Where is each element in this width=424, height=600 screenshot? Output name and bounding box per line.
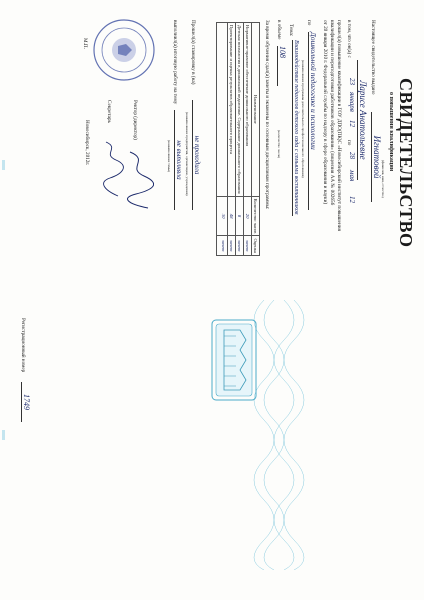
period-to-year: 12: [348, 196, 356, 203]
table-header: Наименование: [251, 23, 259, 197]
internship-caption: (наименование предприятия, организации, учреждения): [185, 112, 189, 196]
exams-intro: За время обучения сдал(а) зачеты и экзамены по основным дисциплинам программы:: [264, 20, 270, 210]
program-caption: (наименование программы дополнительного профессионального образования): [301, 60, 305, 178]
theme-prefix: Тема:: [288, 24, 294, 37]
table-row: [227, 23, 235, 256]
table-cell: 8: [235, 196, 243, 236]
official-seal: [92, 18, 156, 82]
city-year: Новосибирск, 2012г.: [84, 120, 90, 166]
table-header: Оценка: [251, 236, 259, 255]
table-row: [243, 23, 251, 256]
volume-caption: (количество часов): [277, 130, 281, 159]
period-from-day: 23: [348, 78, 356, 85]
internship-value: не проходила: [192, 100, 201, 210]
thesis-caption: (наименование темы): [167, 140, 171, 173]
period-from-year: 12: [348, 120, 356, 127]
table-cell: Нормативно-правовое обеспечение дошкольного образования: [243, 23, 251, 197]
recipient-name: Ларисе Анатольевне: [357, 60, 368, 180]
certificate-subtitle: о повышении квалификации: [388, 92, 394, 172]
certificate-title: СВИДЕТЕЛЬСТВО: [396, 78, 416, 248]
courses-table: [216, 22, 260, 253]
secretary-label: Секретарь: [106, 100, 112, 123]
table-cell: Проектирование и оценка результатов образовательного процесса: [227, 23, 235, 197]
program-name: Дошкольной педагогике и психологии: [308, 32, 318, 210]
period-to-day: 28: [348, 152, 356, 159]
surname-caption: (фамилия, имя, отчество): [381, 160, 385, 198]
thesis-value: не выполняла: [174, 110, 183, 210]
volume-prefix: в объеме: [276, 20, 282, 40]
internship-prefix: Прошел(а) стажировку в (на): [190, 20, 196, 85]
thesis-prefix: выполнил(а) итоговую работу на тему: [172, 20, 178, 105]
table-cell: зачет: [243, 236, 251, 255]
institution-line-2: квалификации и переподготовки работников образования» (лицензия АА № 002656: [329, 20, 335, 206]
period-prefix: в том, что он(а) с: [346, 20, 352, 58]
table-header: Количество часов: [251, 196, 259, 236]
table-row: [217, 23, 228, 256]
table-row: [235, 23, 243, 256]
registration-label: Регистрационный номер: [20, 318, 26, 373]
institution-line-3: от 20 января 2010 г. Федеральной службы по надзору в сфере образования и науки): [322, 20, 328, 205]
table-cell: зачет: [235, 236, 243, 255]
secretary-signature: [95, 140, 124, 200]
table-cell: 48: [227, 196, 235, 236]
ornament-band: [164, 300, 354, 570]
period-to-prefix: по: [346, 140, 352, 146]
table-cell: Детская психология в дошкольной педагогике. Содержание дошкольного образования: [235, 23, 243, 197]
institution-line-1: прошел(а) повышение квалификации в ГОУ ДПО(ПК)С «Новосибирский институт повышения: [336, 20, 342, 231]
table-cell: зачет: [227, 236, 235, 255]
table-cell: 20: [243, 196, 251, 236]
table-cell: [217, 23, 228, 197]
rector-label: Ректор (директор): [132, 100, 138, 140]
theme-name: Взаимодействие педагогов детского сада с семьями воспитанников: [293, 40, 299, 215]
program-prefix: по: [306, 20, 312, 26]
registration-number: 1749: [21, 382, 31, 422]
recipient-intro: Настоящее свидетельство выдано: [370, 20, 376, 95]
period-from-month: января: [348, 92, 356, 112]
mp-label: М.П.: [82, 38, 88, 49]
table-cell: 30: [217, 196, 228, 236]
rector-signature: [119, 150, 154, 210]
volume-hours: 108: [277, 46, 287, 86]
table-cell: зачет: [217, 236, 228, 255]
recipient-surname: Игнатовой: [371, 112, 382, 202]
period-to-month: мая: [348, 170, 356, 182]
